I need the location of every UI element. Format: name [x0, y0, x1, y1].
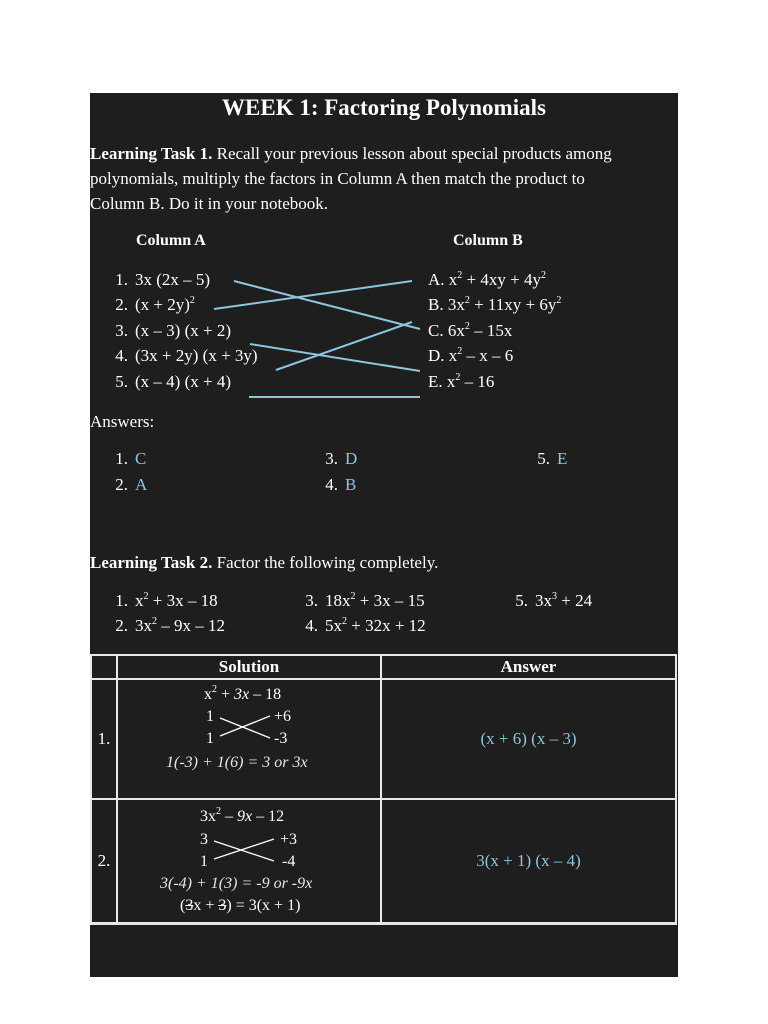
divider [90, 923, 677, 925]
task2-instructions: Learning Task 2. Factor the following completely. [90, 553, 439, 572]
solution-header: Solution [117, 655, 381, 679]
answer-item: 4. B [325, 475, 357, 494]
column-a-item: 3. (x – 3) (x + 2) [115, 321, 231, 340]
answer-item: 2. A [115, 475, 148, 494]
problem-item: 3. $18x^2 + 3x - 15$ [305, 591, 425, 610]
problem-item: 4. $5x^2 + 32x + 12$ [305, 616, 426, 635]
cross-lines [212, 837, 278, 863]
answer-header: Answer [381, 655, 676, 679]
column-b-header: Column B [453, 232, 523, 249]
solution-cell: $3x^2 - 9x - 12$ 3 1 +3 -4 3(-4) + 1(3) = -9 or -9x (3x + 3) = 3(x + 1) [117, 799, 381, 923]
column-b-item: C. $6x^2 - 15x$ [428, 321, 513, 340]
column-b-item: B. $3x^2 + 11xy + 6y^2$ [428, 295, 562, 314]
problem-item: 2. $3x^2 - 9x - 12$ [115, 616, 225, 635]
column-a-item: 4. (3x + 2y) (x + 3y) [115, 346, 258, 365]
worksheet [90, 93, 678, 977]
match-line [234, 281, 420, 329]
answer-cell: 3(x + 1) (x – 4) [381, 799, 676, 923]
table-row: 1. $x^2 + 3x - 18$ 1 1 +6 -3 1(-3) + 1(6) = 3 or 3x (x + 6) (x – 3) [91, 679, 676, 799]
column-b-item: A. $x^2 + 4xy + 4y^2$ [428, 270, 546, 289]
cross-lines [218, 714, 274, 740]
table-row: 2. $3x^2 - 9x - 12$ 3 1 +3 -4 3(-4) + 1(3) = -9 or -9x (3x + 3) = 3(x + 1) 3(x + 1) (x – 4) [91, 799, 676, 923]
problem-item: 1. $x^2 + 3x - 18$ [115, 591, 218, 610]
page-title: WEEK 1: Factoring Polynomials [222, 95, 546, 120]
task1-instructions: Learning Task 1. Recall your previous lesson about special products among polynomials, multiply the factors in Column A then match the product to Column B. Do it in your notebook. [90, 144, 612, 213]
column-a-item: 1. 3x (2x – 5) [115, 270, 211, 289]
answers-label: Answers: [90, 412, 155, 431]
solution-cell: $x^2 + 3x - 18$ 1 1 +6 -3 1(-3) + 1(6) = 3 or 3x [117, 679, 381, 799]
table-header-row [91, 655, 676, 679]
answer-item: 5. E [537, 449, 568, 468]
column-a-item: 5. (x – 4) (x + 4) [115, 372, 231, 391]
match-line [250, 344, 420, 371]
answer-item: 1. C [115, 449, 147, 468]
solution-table [90, 654, 677, 924]
matching-lines [90, 93, 678, 413]
answer-cell: (x + 6) (x – 3) [381, 679, 676, 799]
problem-item: 5. $3x^3 + 24$ [515, 591, 593, 610]
column-b-item: D. $x^2$ – x – 6 [428, 346, 514, 365]
match-line [214, 281, 412, 309]
column-a-item: 2. $(x + 2y)^2$ [115, 295, 195, 314]
match-line [276, 322, 412, 370]
column-b-item: E. $x^2 - 16$ [428, 372, 495, 391]
column-a-header: Column A [136, 232, 206, 249]
answer-item: 3. D [325, 449, 358, 468]
